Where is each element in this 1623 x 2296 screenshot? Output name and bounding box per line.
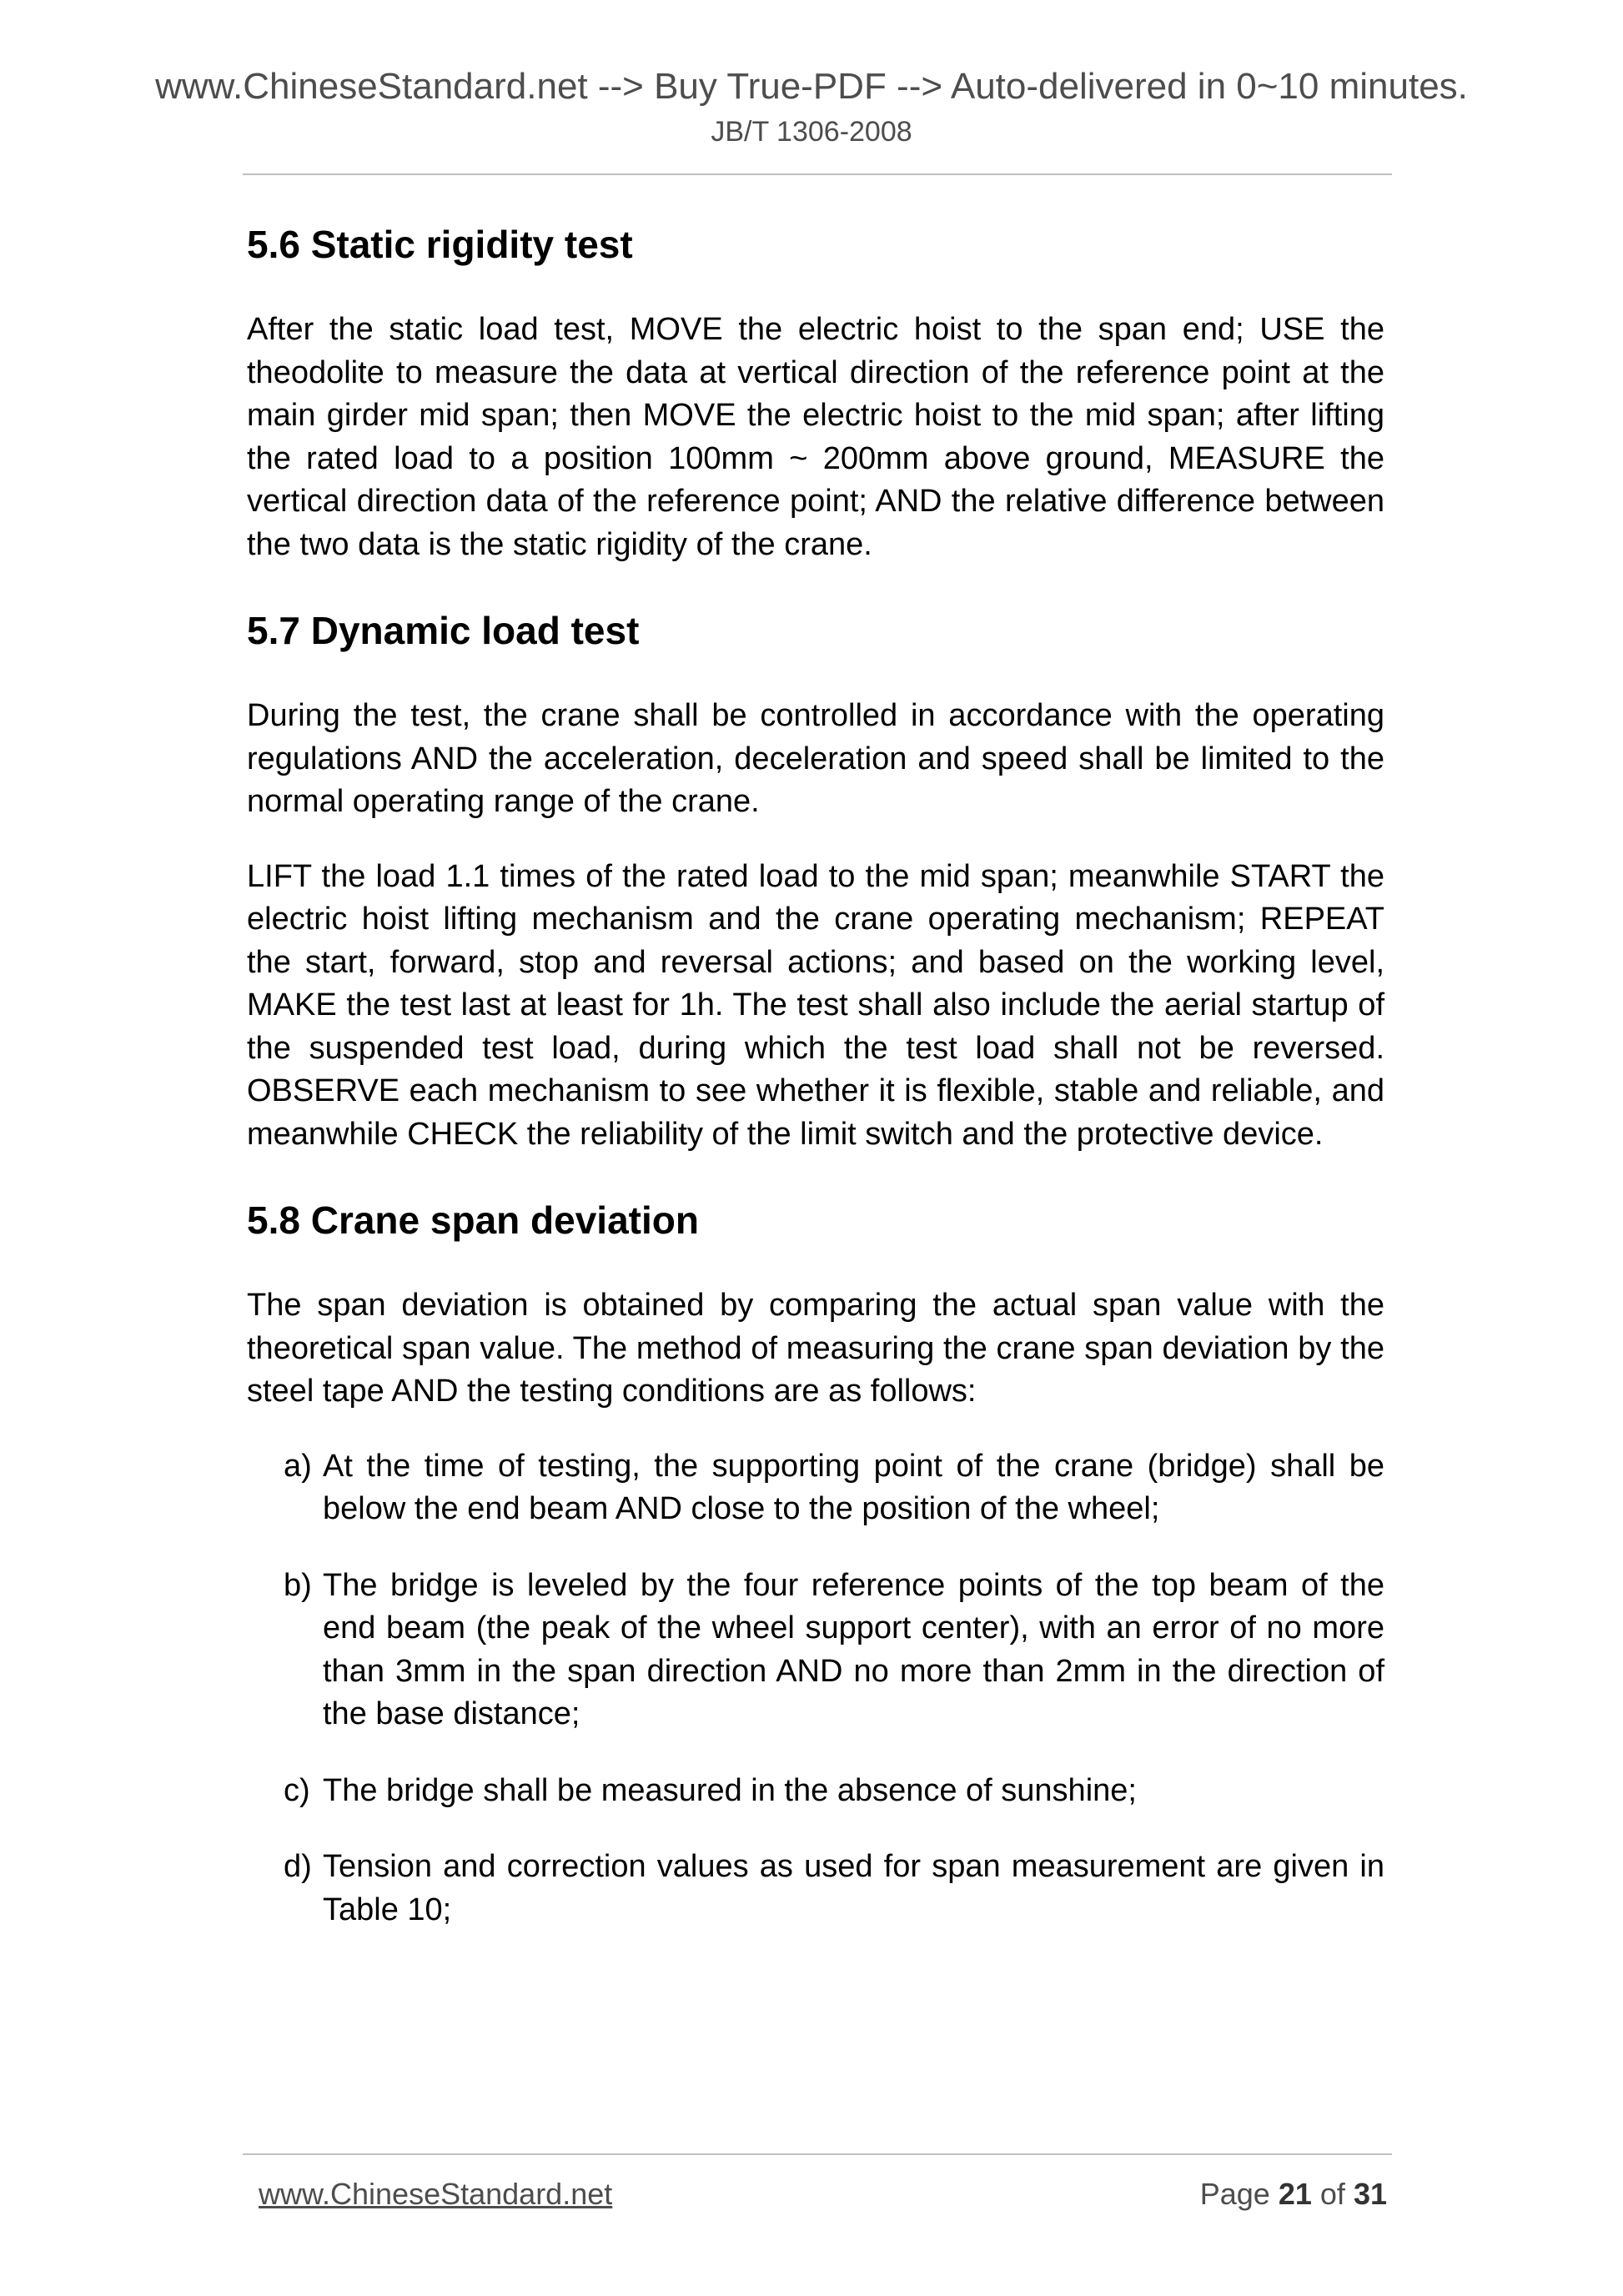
document-number: JB/T 1306-2008 [711, 116, 912, 148]
page-prefix: Page [1199, 2177, 1270, 2211]
page-content [247, 219, 1384, 1970]
section-5-8 [247, 1194, 1384, 1932]
list-item [247, 1565, 1384, 1736]
header-divider [243, 173, 1392, 175]
list-item [247, 1445, 1384, 1531]
page-number [1200, 2173, 1387, 2215]
page-header [0, 63, 1623, 150]
footer-site-link[interactable]: www.ChineseStandard.net [259, 2177, 613, 2211]
paragraph: The span deviation is obtained by comparing the actual span value with the theoretical span value. The method of measuring the crane span deviation by the steel tape AND the testing conditions are as follows: [247, 1288, 1384, 1409]
paragraph: LIFT the load 1.1 times of the rated load to the mid span; meanwhile START the electric hoist lifting mechanism and the crane operating mechanism; REPEAT the start, forward, stop and reversal actions; and based on the working level, MAKE the test last at least for 1h. The test shall also include the aerial startup of the suspended test load, during which the test load shall not be reversed. OBSERVE each mechanism to see whether it is flexible, stable and reliable, and meanwhile CHECK the reliability of the limit switch and the protective device. [247, 858, 1384, 1152]
section-5-7 [247, 605, 1384, 1156]
list-item-text: Tension and correction values as used for span measurement are given in Table 10; [323, 1849, 1384, 1927]
section-heading: 5.8 Crane span deviation [247, 1198, 699, 1242]
list-item [247, 1846, 1384, 1932]
list-marker: a) [284, 1448, 312, 1484]
list-marker: d) [284, 1849, 312, 1884]
paragraph: During the test, the crane shall be controlled in accordance with the operating regulations AND the acceleration, deceleration and speed shall be limited to the normal operating range of the crane. [247, 698, 1384, 819]
page-of: of [1319, 2177, 1345, 2211]
condition-list [247, 1445, 1384, 1932]
list-item [247, 1770, 1384, 1813]
list-marker: c) [284, 1772, 310, 1808]
page-total: 31 [1353, 2177, 1387, 2211]
page-footer [259, 2173, 1387, 2215]
list-item-text: At the time of testing, the supporting point of the crane (bridge) shall be below the end beam AND close to the position of the wheel; [323, 1448, 1384, 1526]
header-banner: www.ChineseStandard.net --> Buy True-PDF --> Auto-delivered in 0~10 minutes. [155, 66, 1468, 107]
paragraph: After the static load test, MOVE the electric hoist to the span end; USE the theodolite to measure the data at vertical direction of the reference point at the main girder mid span; then MOVE the electric hoist to the mid span; after lifting the rated load to a position 100mm ~ 200mm above ground, MEASURE the vertical direction data of the reference point; AND the relative difference between the two data is the static rigidity of the crane. [247, 312, 1384, 562]
footer-divider [243, 2153, 1392, 2155]
section-heading: 5.7 Dynamic load test [247, 609, 640, 652]
section-heading: 5.6 Static rigidity test [247, 223, 633, 266]
section-5-6 [247, 219, 1384, 566]
list-item-text: The bridge is leveled by the four reference points of the top beam of the end beam (the peak of the wheel support center), with an error of no more than 3mm in the span direction AND no more than 2mm in the direction of the base distance; [323, 1567, 1384, 1731]
list-item-text: The bridge shall be measured in the absence of sunshine; [323, 1772, 1137, 1808]
page-current: 21 [1278, 2177, 1312, 2211]
list-marker: b) [284, 1567, 312, 1603]
